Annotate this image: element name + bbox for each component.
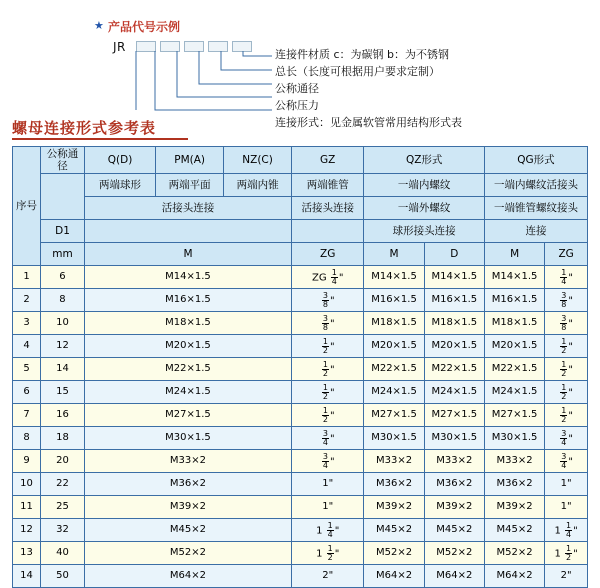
header-blank xyxy=(84,220,291,243)
cell-seq: 3 xyxy=(13,312,41,335)
cell-qg-zg: $\frac{3}{8}$ " xyxy=(545,289,588,312)
cell-qz-m: M45×2 xyxy=(364,519,424,542)
header-group-pm: PM(A) xyxy=(156,147,224,174)
header-gz-connect: 活接头连接 xyxy=(292,197,364,220)
table-row xyxy=(13,358,588,381)
header-left-connect: 活接头连接 xyxy=(84,197,291,220)
cell-dn: 16 xyxy=(41,404,85,427)
header-group-gz: GZ xyxy=(292,147,364,174)
cell-qz-m: M33×2 xyxy=(364,450,424,473)
nut-connection-table xyxy=(12,146,588,588)
cell-qz-d: M39×2 xyxy=(424,496,484,519)
cell-dn: 18 xyxy=(41,427,85,450)
header-unit-m: M xyxy=(84,243,291,266)
cell-qz-d: M36×2 xyxy=(424,473,484,496)
cell-qg-zg: $\frac{1}{2}$ " xyxy=(545,404,588,427)
table-row xyxy=(13,473,588,496)
table-row xyxy=(13,542,588,565)
cell-qg-zg: $\frac{1}{4}$ " xyxy=(545,266,588,289)
legend-note: 连接件材质 c：为碳钢 b：为不锈钢 xyxy=(275,48,450,61)
cell-qz-m: M20×1.5 xyxy=(364,335,424,358)
cell-qz-m: M27×1.5 xyxy=(364,404,424,427)
header-group-nz: NZ(C) xyxy=(224,147,292,174)
cell-qz-m: M30×1.5 xyxy=(364,427,424,450)
table-row xyxy=(13,335,588,358)
cell-qz-d: M52×2 xyxy=(424,542,484,565)
table-row xyxy=(13,496,588,519)
cell-qz-d: M14×1.5 xyxy=(424,266,484,289)
cell-m: M20×1.5 xyxy=(84,335,291,358)
legend-title: 产品代号示例 xyxy=(108,20,181,34)
legend-note: 公称压力 xyxy=(275,99,319,112)
cell-qz-d: M22×1.5 xyxy=(424,358,484,381)
cell-qz-d: M16×1.5 xyxy=(424,289,484,312)
cell-m: M30×1.5 xyxy=(84,427,291,450)
header-row-5 xyxy=(13,243,588,266)
cell-qg-zg: $\frac{3}{4}$ " xyxy=(545,450,588,473)
table-row xyxy=(13,519,588,542)
cell-dn: 40 xyxy=(41,542,85,565)
header-seq: 序号 xyxy=(13,147,41,266)
cell-m: M18×1.5 xyxy=(84,312,291,335)
header-group-qg: QG形式 xyxy=(484,147,587,174)
legend-note: 连接形式：见金属软管常用结构形式表 xyxy=(275,116,462,129)
cell-gz: 1" xyxy=(292,473,364,496)
header-qz-desc: 一端内螺纹 xyxy=(364,174,485,197)
table-row xyxy=(13,404,588,427)
cell-dn: 6 xyxy=(41,266,85,289)
cell-dn: 25 xyxy=(41,496,85,519)
header-unit-qz-m: M xyxy=(364,243,424,266)
cell-seq: 6 xyxy=(13,381,41,404)
table-body xyxy=(13,266,588,588)
cell-qg-m: M64×2 xyxy=(484,565,544,588)
header-unit-qz-d: D xyxy=(424,243,484,266)
legend-notes xyxy=(275,48,462,133)
cell-qg-zg: $\frac{1}{2}$ " xyxy=(545,358,588,381)
cell-dn: 22 xyxy=(41,473,85,496)
cell-dn: 12 xyxy=(41,335,85,358)
cell-m: M64×2 xyxy=(84,565,291,588)
cell-seq: 4 xyxy=(13,335,41,358)
cell-qz-m: M16×1.5 xyxy=(364,289,424,312)
cell-gz: $\frac{3}{4}$ " xyxy=(292,450,364,473)
cell-qz-m: M39×2 xyxy=(364,496,424,519)
header-row-3 xyxy=(13,197,588,220)
cell-qg-zg: $\frac{1}{2}$ " xyxy=(545,381,588,404)
header-group-qz: QZ形式 xyxy=(364,147,485,174)
cell-gz: $\frac{1}{2}$ " xyxy=(292,404,364,427)
cell-qg-zg: $\frac{1}{2}$ " xyxy=(545,335,588,358)
table-title: 螺母连接形式参考表 xyxy=(12,119,157,137)
cell-qz-d: M30×1.5 xyxy=(424,427,484,450)
cell-qz-m: M24×1.5 xyxy=(364,381,424,404)
cell-gz: $\frac{3}{8}$ " xyxy=(292,312,364,335)
cell-seq: 13 xyxy=(13,542,41,565)
header-pm-desc: 两端平面 xyxy=(156,174,224,197)
cell-m: M45×2 xyxy=(84,519,291,542)
cell-gz: $\frac{1}{2}$ " xyxy=(292,358,364,381)
cell-qg-zg: 1" xyxy=(545,496,588,519)
cell-qz-d: M64×2 xyxy=(424,565,484,588)
cell-qz-d: M18×1.5 xyxy=(424,312,484,335)
cell-seq: 14 xyxy=(13,565,41,588)
cell-qz-d: M20×1.5 xyxy=(424,335,484,358)
cell-dn: 15 xyxy=(41,381,85,404)
cell-qz-d: M45×2 xyxy=(424,519,484,542)
cell-dn: 10 xyxy=(41,312,85,335)
cell-qz-m: M52×2 xyxy=(364,542,424,565)
header-q-desc: 两端球形 xyxy=(84,174,155,197)
cell-qg-zg: 1" xyxy=(545,473,588,496)
cell-gz: 2" xyxy=(292,565,364,588)
table-row xyxy=(13,381,588,404)
header-row-4 xyxy=(13,220,588,243)
cell-gz: 1 $\frac{1}{2}$ " xyxy=(292,542,364,565)
header-qg-connect2: 连接 xyxy=(484,220,587,243)
cell-m: M33×2 xyxy=(84,450,291,473)
cell-gz: $\frac{3}{8}$ " xyxy=(292,289,364,312)
cell-qz-m: M18×1.5 xyxy=(364,312,424,335)
cell-m: M36×2 xyxy=(84,473,291,496)
header-gz-desc: 两端锥管 xyxy=(292,174,364,197)
cell-dn: 50 xyxy=(41,565,85,588)
cell-dn: 14 xyxy=(41,358,85,381)
header-unit-qg-zg: ZG xyxy=(545,243,588,266)
header-qz-ball: 球形接头连接 xyxy=(364,220,485,243)
cell-qz-d: M24×1.5 xyxy=(424,381,484,404)
cell-qg-m: M18×1.5 xyxy=(484,312,544,335)
cell-seq: 7 xyxy=(13,404,41,427)
header-gz-blank xyxy=(292,220,364,243)
cell-qg-zg: $\frac{3}{4}$ " xyxy=(545,427,588,450)
header-qz-connect: 一端外螺纹 xyxy=(364,197,485,220)
legend-note: 总长（长度可根据用户要求定制） xyxy=(275,65,440,78)
legend-note: 公称通径 xyxy=(275,82,319,95)
title-underline xyxy=(12,138,188,140)
cell-qz-m: M36×2 xyxy=(364,473,424,496)
header-dn: 公称通径 xyxy=(41,147,85,174)
header-dn-blank xyxy=(41,174,85,220)
cell-m: M39×2 xyxy=(84,496,291,519)
cell-qz-m: M14×1.5 xyxy=(364,266,424,289)
header-unit-qg-m: M xyxy=(484,243,544,266)
cell-seq: 9 xyxy=(13,450,41,473)
star-icon: ★ xyxy=(94,19,104,32)
cell-m: M52×2 xyxy=(84,542,291,565)
cell-qg-m: M45×2 xyxy=(484,519,544,542)
table-row xyxy=(13,289,588,312)
cell-qg-m: M27×1.5 xyxy=(484,404,544,427)
cell-m: M22×1.5 xyxy=(84,358,291,381)
cell-qg-zg: $\frac{3}{8}$ " xyxy=(545,312,588,335)
header-unit-mm: mm xyxy=(41,243,85,266)
header-qg-connect: 一端锥管螺纹接头 xyxy=(484,197,587,220)
cell-dn: 32 xyxy=(41,519,85,542)
cell-qg-m: M52×2 xyxy=(484,542,544,565)
cell-seq: 1 xyxy=(13,266,41,289)
cell-m: M27×1.5 xyxy=(84,404,291,427)
cell-qg-zg: 1 $\frac{1}{4}$ " xyxy=(545,519,588,542)
cell-seq: 5 xyxy=(13,358,41,381)
cell-seq: 2 xyxy=(13,289,41,312)
header-d1: D1 xyxy=(41,220,85,243)
cell-qz-m: M22×1.5 xyxy=(364,358,424,381)
cell-qg-m: M24×1.5 xyxy=(484,381,544,404)
cell-gz: $\frac{1}{2}$ " xyxy=(292,381,364,404)
cell-seq: 8 xyxy=(13,427,41,450)
table-row xyxy=(13,450,588,473)
cell-qz-m: M64×2 xyxy=(364,565,424,588)
cell-gz: ZG $\frac{1}{4}$ " xyxy=(292,266,364,289)
cell-qg-zg: 2" xyxy=(545,565,588,588)
cell-m: M14×1.5 xyxy=(84,266,291,289)
header-nz-desc: 两端内锥 xyxy=(224,174,292,197)
cell-qg-m: M30×1.5 xyxy=(484,427,544,450)
cell-qg-m: M20×1.5 xyxy=(484,335,544,358)
table-header xyxy=(13,147,588,266)
cell-m: M16×1.5 xyxy=(84,289,291,312)
cell-gz: $\frac{1}{2}$ " xyxy=(292,335,364,358)
cell-seq: 11 xyxy=(13,496,41,519)
table-row xyxy=(13,266,588,289)
cell-qg-m: M22×1.5 xyxy=(484,358,544,381)
header-unit-zg: ZG xyxy=(292,243,364,266)
cell-qz-d: M33×2 xyxy=(424,450,484,473)
cell-qg-m: M14×1.5 xyxy=(484,266,544,289)
cell-qz-d: M27×1.5 xyxy=(424,404,484,427)
cell-qg-m: M36×2 xyxy=(484,473,544,496)
cell-seq: 12 xyxy=(13,519,41,542)
table-row xyxy=(13,427,588,450)
cell-qg-m: M16×1.5 xyxy=(484,289,544,312)
header-group-q: Q(D) xyxy=(84,147,155,174)
header-row-2 xyxy=(13,174,588,197)
cell-gz: 1 $\frac{1}{4}$ " xyxy=(292,519,364,542)
table-row xyxy=(13,312,588,335)
cell-gz: 1" xyxy=(292,496,364,519)
cell-seq: 10 xyxy=(13,473,41,496)
cell-qg-m: M39×2 xyxy=(484,496,544,519)
cell-dn: 20 xyxy=(41,450,85,473)
cell-dn: 8 xyxy=(41,289,85,312)
table-row xyxy=(13,565,588,588)
cell-qg-m: M33×2 xyxy=(484,450,544,473)
cell-m: M24×1.5 xyxy=(84,381,291,404)
header-row-1 xyxy=(13,147,588,174)
code-prefix: JR xyxy=(113,40,126,54)
cell-gz: $\frac{3}{4}$ " xyxy=(292,427,364,450)
cell-qg-zg: 1 $\frac{1}{2}$ " xyxy=(545,542,588,565)
header-qg-desc: 一端内螺纹活接头 xyxy=(484,174,587,197)
